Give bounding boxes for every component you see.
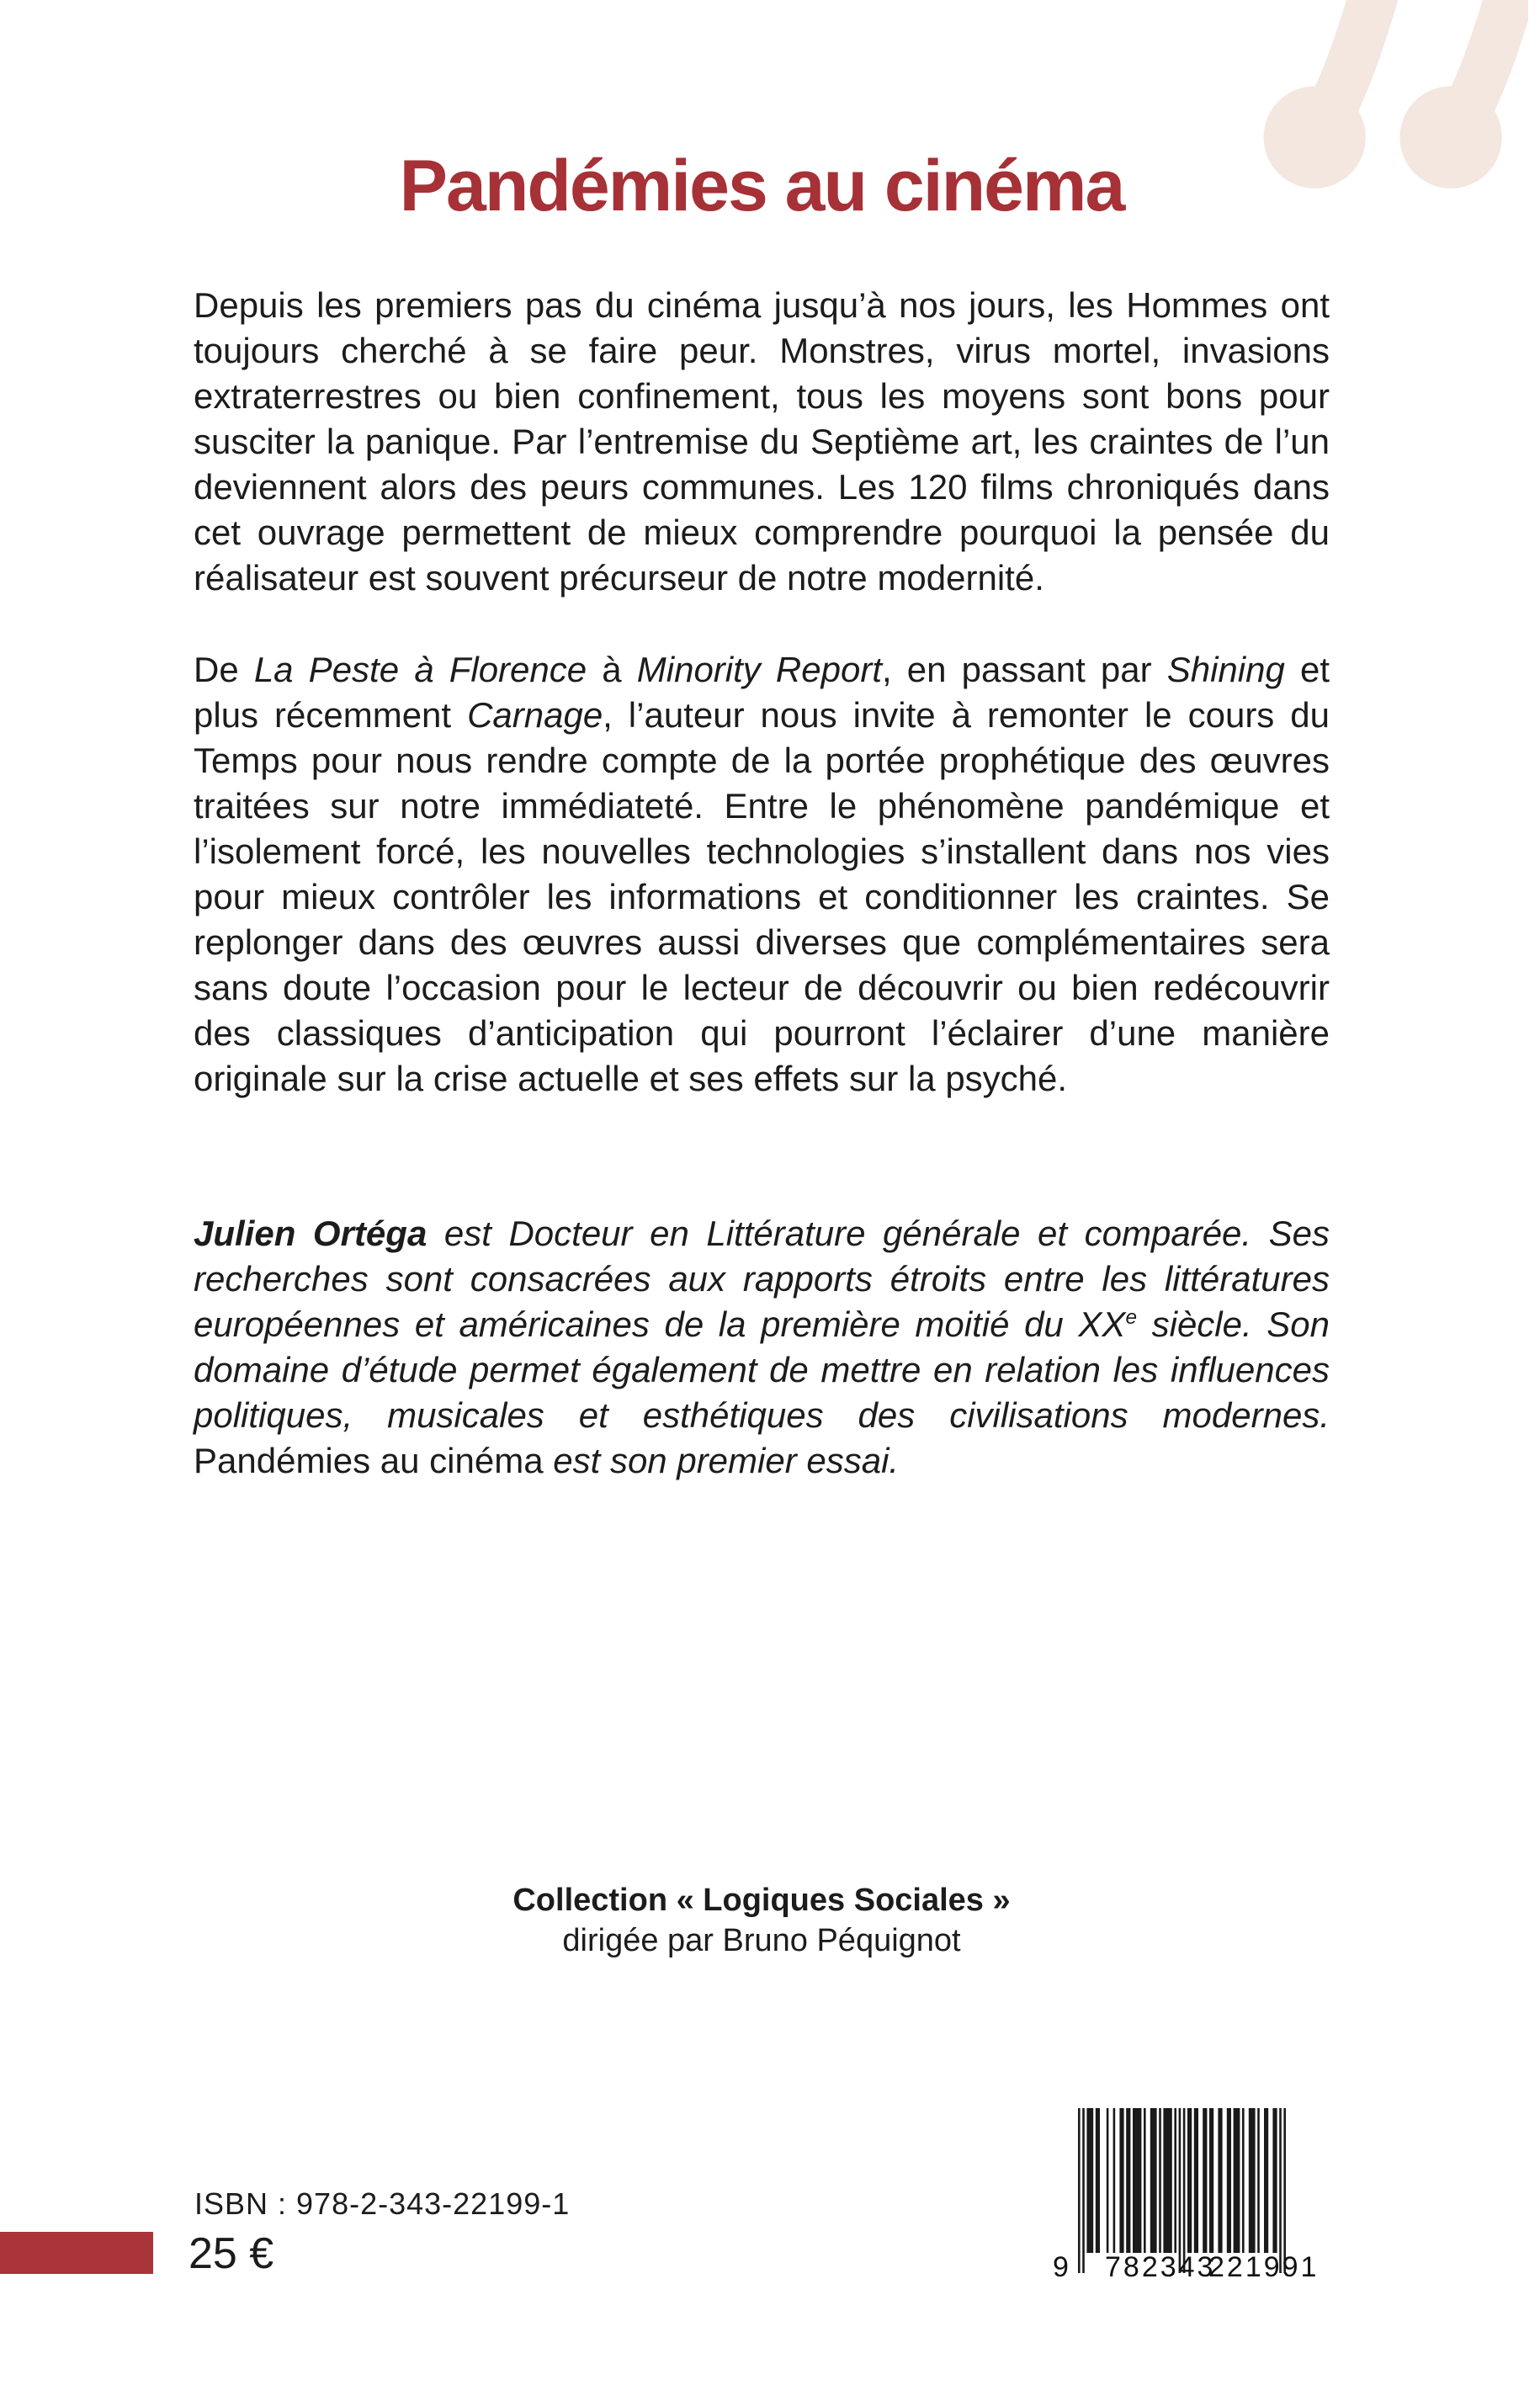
page-title: Pandémies au cinéma [399,145,1124,226]
author-bio: Julien Ortéga est Docteur en Littérature générale et comparée. Ses recherches sont consacrées aux rapports étroits entre les littératures européennes et américaines de la première moitié du XXe siècle. Son domaine d’étude permet également de mettre en relation les influences politiques, musicales et esthétiques des civilisations modernes. Pandémies au cinéma est son premier essai. [194,1214,1330,1480]
collection-block [194,1880,1330,1961]
price-accent-bar [0,2232,153,2274]
collection-director: dirigée par Bruno Péquignot [562,1923,961,1958]
collection-name: Collection « Logiques Sociales » [512,1883,1011,1918]
works-paragraph: De La Peste à Florence à Minority Report, en passant par Shining et plus récemment Carnage, l’auteur nous invite à remonter le cours du Temps pour nous rendre compte de la portée prophétique des œuvres traitées sur notre immédiateté. Entre le phénomène pandémique et l’isolement forcé, les nouvelles technologies s’installent dans nos vies pour mieux contrôler les informations et conditionner les craintes. Se replonger dans des œuvres aussi diverses que complémentaires sera sans doute l’occasion pour le lecteur de découvrir ou bien redécouvrir des classiques d’anticipation qui pourront l’éclairer d’une manière originale sur la crise actuelle et ses effets sur la psyché. [194,650,1330,1098]
isbn-text: ISBN : 978-2-343-22199-1 [194,2186,571,2221]
barcode-digit-group: 782343 [1105,2251,1216,2283]
barcode-digit-group: 9 [1053,2251,1069,2283]
body-paragraphs [194,283,1330,1530]
synopsis-paragraph: Depuis les premiers pas du cinéma jusqu’à nos jours, les Hommes ont toujours cherché à se faire peur. Monstres, virus mortel, invasions extraterrestres ou bien confinement, tous les moyens sont bons pour susciter la panique. Par l’entremise du Septième art, les craintes de l’un deviennent alors des peurs communes. Les 120 films chroniqués dans cet ouvrage permettent de mieux comprendre pourquoi la pensée du réalisateur est souvent précurseur de notre modernité. [194,285,1330,598]
price-text: 25 € [189,2229,274,2278]
barcode-digit-group: 221991 [1208,2251,1320,2283]
ean13-barcode [1053,2108,1320,2287]
